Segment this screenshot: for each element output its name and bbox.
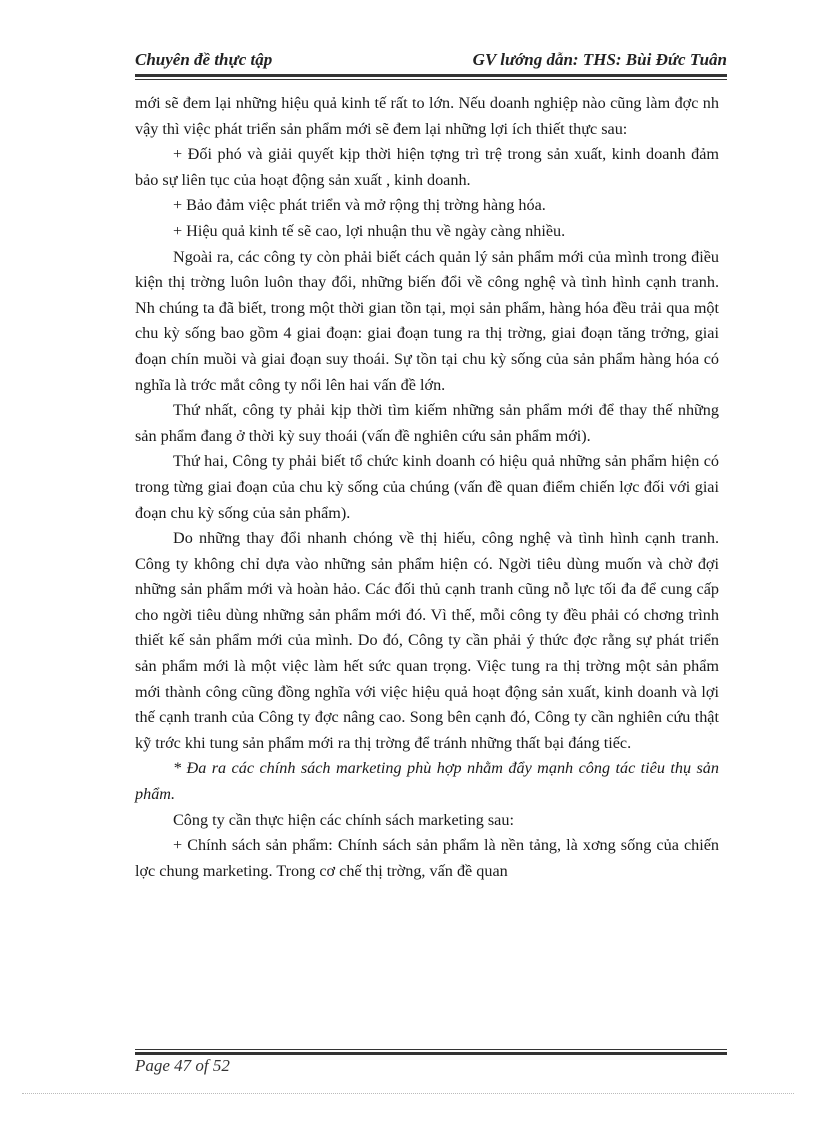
paragraph: mới sẽ đem lại những hiệu quả kinh tế rất to lớn. Nếu doanh nghiệp nào cũng làm đợc nh vậy thì việc phát triển sản phẩm mới sẽ đem lại những lợi ích thiết thực sau: [135,94,719,138]
paragraph: + Chính sách sản phẩm: Chính sách sản phẩm là nền tảng, là xơng sống của chiến lợc chung marketing. Trong cơ chế thị trờng, vấn đề quan [135,836,719,880]
footer-rule-thick [135,1052,727,1055]
footer-rule-thin [135,1049,727,1050]
paragraph: Thứ hai, Công ty phải biết tổ chức kinh doanh có hiệu quả những sản phẩm hiện có trong từng giai đoạn của chu kỳ sống của chúng (vấn đề quan điểm chiến lợc đối với giai đoạn chu kỳ sống của sản phẩm). [135,452,719,522]
paragraph: + Bảo đảm việc phát triển và mở rộng thị trờng hàng hóa. [173,196,546,215]
paragraph-italic: * Đa ra các chính sách marketing phù hợp nhằm đẩy mạnh công tác tiêu thụ sản phẩm. [135,759,719,804]
page-number: Page 47 of 52 [135,1056,230,1075]
page-bottom-dotted-line [22,1093,794,1094]
paragraph: Thứ nhất, công ty phải kịp thời tìm kiếm những sản phẩm mới để thay thế những sản phẩm đang ở thời kỳ suy thoái (vấn đề nghiên cứu sản phẩm mới). [135,401,719,445]
body-text [135,91,719,884]
paragraph: Ngoài ra, các công ty còn phải biết cách quản lý sản phẩm mới của mình trong điều kiện thị trờng luôn luôn thay đổi, những biến đổi về công nghệ và tình hình cạnh tranh. Nh chúng ta đã biết, trong một thời gian tồn tại, mọi sản phẩm, hàng hóa đều trải qua một chu kỳ sống bao gồm 4 giai đoạn: giai đoạn tung ra thị trờng, giai đoạn tăng trởng, giai đoạn chín muồi và giai đoạn suy thoái. Sự tồn tại chu kỳ sống của sản phẩm hàng hóa có nghĩa là trớc mắt công ty nổi lên hai vấn đề lớn. [135,247,719,394]
paragraph: Do những thay đổi nhanh chóng về thị hiếu, công nghệ và tình hình cạnh tranh. Công ty không chỉ dựa vào những sản phẩm hiện có. Ngời tiêu dùng muốn và chờ đợi những sản phẩm mới và hoàn hảo. Các đối thủ cạnh tranh cũng nỗ lực tối đa để cung cấp cho ngời tiêu dùng những sản phẩm mới đó. Vì thế, mỗi công ty đều phải có chơng trình thiết kế sản phẩm mới của mình. Do đó, Công ty cần phải ý thức đợc rằng sự phát triển sản phẩm mới là một việc làm hết sức quan trọng. Việc tung ra thị trờng một sản phẩm mới thành công cũng đồng nghĩa với việc hiệu quả hoạt động sản xuất, kinh doanh và lợi thế cạnh tranh của Công ty đợc nâng cao. Song bên cạnh đó, Công ty cần nghiên cứu thật kỹ trớc khi tung sản phẩm mới ra thị trờng để tránh những thất bại đáng tiếc. [135,529,719,752]
page-header [135,48,727,74]
paragraph: + Đối phó và giải quyết kịp thời hiện tợng trì trệ trong sản xuất, kinh doanh đảm bảo sự liên tục của hoạt động sản xuất , kinh doanh. [135,145,719,189]
header-supervisor: GV lướng dẫn: THS: Bùi Đức Tuân [472,50,727,69]
header-topic: Chuyên đề thực tập [135,50,273,69]
header-rule-thick [135,74,727,77]
paragraph: + Hiệu quả kinh tế sẽ cao, lợi nhuận thu về ngày càng nhiều. [173,221,566,240]
paragraph: Công ty cần thực hiện các chính sách marketing sau: [173,810,514,829]
header-rule-thin [135,79,727,80]
